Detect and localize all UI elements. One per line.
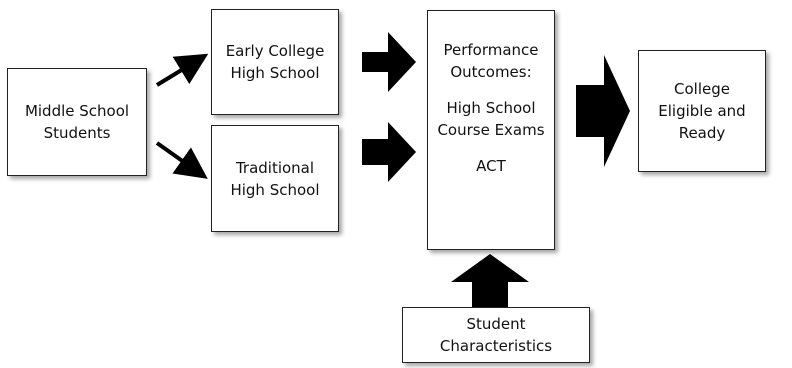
performance-outcomes-box xyxy=(427,10,555,250)
performance-measure-line-1: High School xyxy=(446,99,536,117)
middle-school-line-1: Middle School xyxy=(24,102,130,120)
college-eligible-ready-box xyxy=(638,50,766,172)
early-college-line-2: High School xyxy=(230,64,320,82)
traditional-high-school-box xyxy=(211,125,339,232)
performance-measure-line-2: Course Exams xyxy=(437,121,545,139)
student-characteristics-box xyxy=(402,307,590,363)
arrow-to-traditional xyxy=(157,143,198,172)
block-arrow-traditional-to-performance xyxy=(362,122,416,182)
middle-school-students-box xyxy=(7,68,147,176)
student-line-1: Student xyxy=(466,315,526,333)
performance-heading-line-1: Performance xyxy=(443,41,539,59)
block-arrow-performance-to-college xyxy=(576,55,630,167)
block-arrow-student-to-performance xyxy=(451,254,529,307)
arrow-to-early-college xyxy=(157,60,198,85)
college-line-1: College xyxy=(674,80,730,98)
early-college-box xyxy=(211,9,339,115)
student-line-2: Characteristics xyxy=(439,337,553,355)
middle-school-line-2: Students xyxy=(43,124,111,142)
performance-act: ACT xyxy=(476,157,506,175)
college-line-3: Ready xyxy=(678,124,726,142)
block-arrow-early-to-performance xyxy=(362,32,416,92)
traditional-line-2: High School xyxy=(230,180,320,199)
college-line-2: Eligible and xyxy=(658,102,746,120)
performance-heading-line-2: Outcomes: xyxy=(450,63,532,81)
early-college-line-1: Early College xyxy=(225,42,325,60)
traditional-line-1: Traditional xyxy=(235,158,315,177)
